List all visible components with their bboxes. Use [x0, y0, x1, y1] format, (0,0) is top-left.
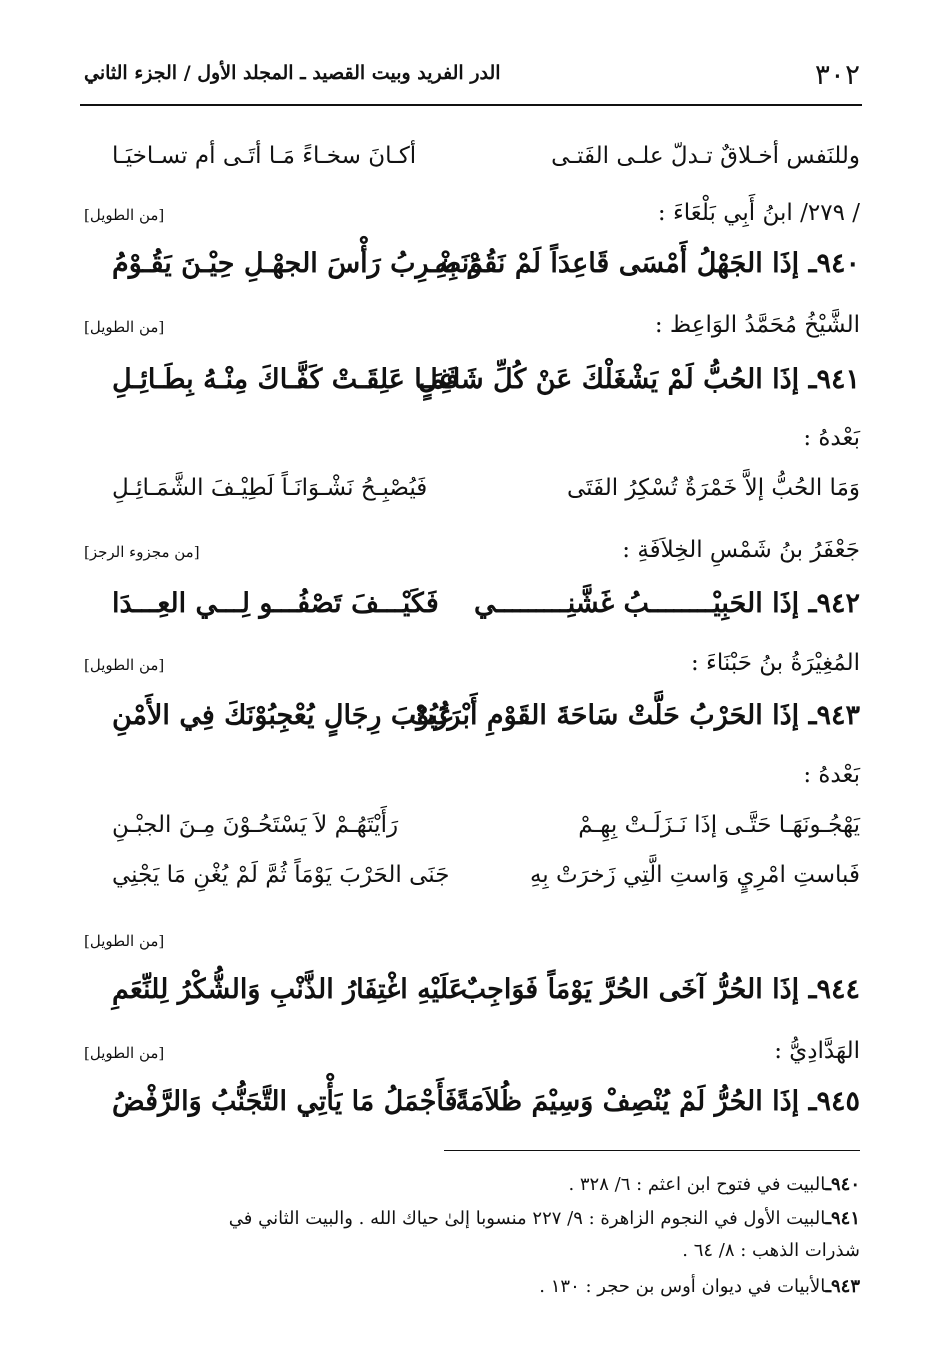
verse-right-r4: الشَّيْخُ مُحَمَّدُ الوَاعِظ : — [654, 312, 860, 338]
verse-left-r3: وَنَضْـرِبُ رَأْسَ الجهْـلِ حِيْـنَ يَقُـوْمُ — [112, 248, 483, 279]
verse-right-r2: / ٢٧٩/ ابنُ أَبِي بَلْعَاءَ : — [657, 200, 860, 226]
meter-label-r4: [من الطويل] — [84, 318, 165, 336]
verse-left-r16: عَلَيْهِ اغْتِفَارُ الذَّنْبِ وَالشُّكْرُ لِلنِّعَمِ — [112, 974, 465, 1005]
verse-right-r5: ٩٤١ـ إذَا الحُبُّ لَمْ يَشْغَلْكَ عَنْ كُلِّ شَاغِلٍ — [418, 364, 860, 395]
verse-right-r18: ٩٤٥ـ إذَا الحُرُّ لَمْ يُنْصِفْ وَسِيْمَ ظُلاَمَةً — [455, 1086, 860, 1117]
meter-label-r15: [من الطويل] — [84, 932, 165, 950]
verse-left-r18: فَأَجْمَلُ مَا يَأْتِي التَّجَنُّبُ وَالرَّفْضُ — [112, 1086, 458, 1117]
verse-left-r5: فَمَـا عَلِقَـتْ كَفَّـاكَ مِنْـهُ بِطَـائِـلِ — [112, 364, 459, 395]
verse-left-r14: جَنَى الحَرْبَ يَوْمَاً ثُمَّ لَمْ يُغْنِ مَا يَجْنِي — [112, 862, 450, 888]
verse-right-r9: ٩٤٢ـ إذَا الحَبِيْــــــــبُ غَشَّنِـــــــــي — [474, 588, 860, 619]
footnote-line — [229, 1208, 860, 1229]
verse-right-r7: وَمَا الحُبُّ إلاَّ خَمْرَةٌ تُسْكِرُ الفَتَى — [566, 475, 860, 501]
meter-label-r10: [من الطويل] — [84, 656, 165, 674]
meter-label-r2: [من الطويل] — [84, 206, 165, 224]
verse-right-r6: بَعْدهُ : — [803, 425, 860, 451]
verse-right-r14: فَباستِ امْرِيٍ وَاستِ الَّتِي زَخرَتْ بِهِ — [529, 862, 860, 888]
meter-label-r8: [من مجزوء الرجز] — [84, 543, 200, 561]
footnote-text: شذرات الذهب : ٨/ ٦٤ . — [682, 1240, 860, 1261]
verse-right-r11: ٩٤٣ـ إذَا الحَرْبُ حَلَّتْ سَاحَةَ القَوْمِ أَبْرَزَتْ — [409, 700, 860, 731]
verse-right-r1: وللنَفس أخـلاقٌ تـدلّ علـى الفَتـى — [551, 143, 860, 169]
header-rule — [80, 104, 862, 106]
meter-label-r17: [من الطويل] — [84, 1044, 165, 1062]
page-number: ٣٠٢ — [814, 58, 860, 91]
verse-left-r11: عُيُوْبَ رِجَالٍ يُعْجِبُوْنَكَ فِي الأَمْنِ — [112, 700, 455, 731]
footnote-number: ٩٤٠ـ — [825, 1174, 860, 1195]
footnote-text: الأبيات في ديوان أوس بن حجر : ١٣٠ . — [539, 1276, 826, 1297]
footnote-line — [568, 1174, 860, 1195]
verse-right-r13: يَهْجُـونَهَـا حَتَّـى إذَا نَـزَلَـتْ بِهِـمْ — [578, 812, 860, 838]
verse-right-r12: بَعْدهُ : — [803, 762, 860, 788]
verse-right-r16: ٩٤٤ـ إذَا الحُرُّ آخَى الحُرَّ يَوْمَاً فَوَاجِبٌ — [460, 974, 860, 1005]
verse-right-r8: جَعْفَرُ بنُ شَمْسِ الخِلاَفَةِ : — [622, 537, 860, 563]
footnote-number: ٩٤١ـ — [825, 1208, 860, 1229]
verse-right-r10: المُغِيْرَةُ بنُ حَبْنَاءَ : — [691, 650, 860, 676]
verse-left-r1: أكـانَ سخـاءً مَـا أتَـى أم تسـاخيَـا — [112, 143, 417, 169]
footnote-number: ٩٤٣ـ — [825, 1276, 860, 1297]
verse-right-r17: الهَدَّادِيُّ : — [774, 1038, 860, 1064]
verse-right-r3: ٩٤٠ـ إذَا الجَهْلُ أَمْسَى قَاعِدَاً لَمْ نَقُمْ بِهِ — [434, 248, 860, 279]
footnote-rule — [444, 1150, 860, 1151]
verse-left-r13: رَأَيْتَهُـمْ لاَ يَسْتَحُـوْنَ مِـنَ الجبْـنِ — [112, 812, 399, 838]
running-title: الدر الفريد وبيت القصيد ـ المجلد الأول / الجزء الثاني — [84, 62, 501, 84]
footnote-line — [539, 1276, 860, 1297]
footnote-text: البيت في فتوح ابن اعثم : ٦/ ٣٢٨ . — [568, 1174, 826, 1195]
verse-left-r7: فَيُصْبِـحُ نَشْـوَانَـاً لَطِيْـفَ الشَّمَـائِـلِ — [112, 475, 428, 501]
footnote-line — [682, 1240, 860, 1261]
verse-left-r9: فَكَيْـــفَ تَصْفُـــو لِـــي العِـــدَا — [112, 588, 439, 619]
footnote-text: البيت الأول في النجوم الزاهرة : ٩/ ٢٢٧ منسوبا إلىٰ حياك الله . والبيت الثاني في — [228, 1208, 826, 1229]
